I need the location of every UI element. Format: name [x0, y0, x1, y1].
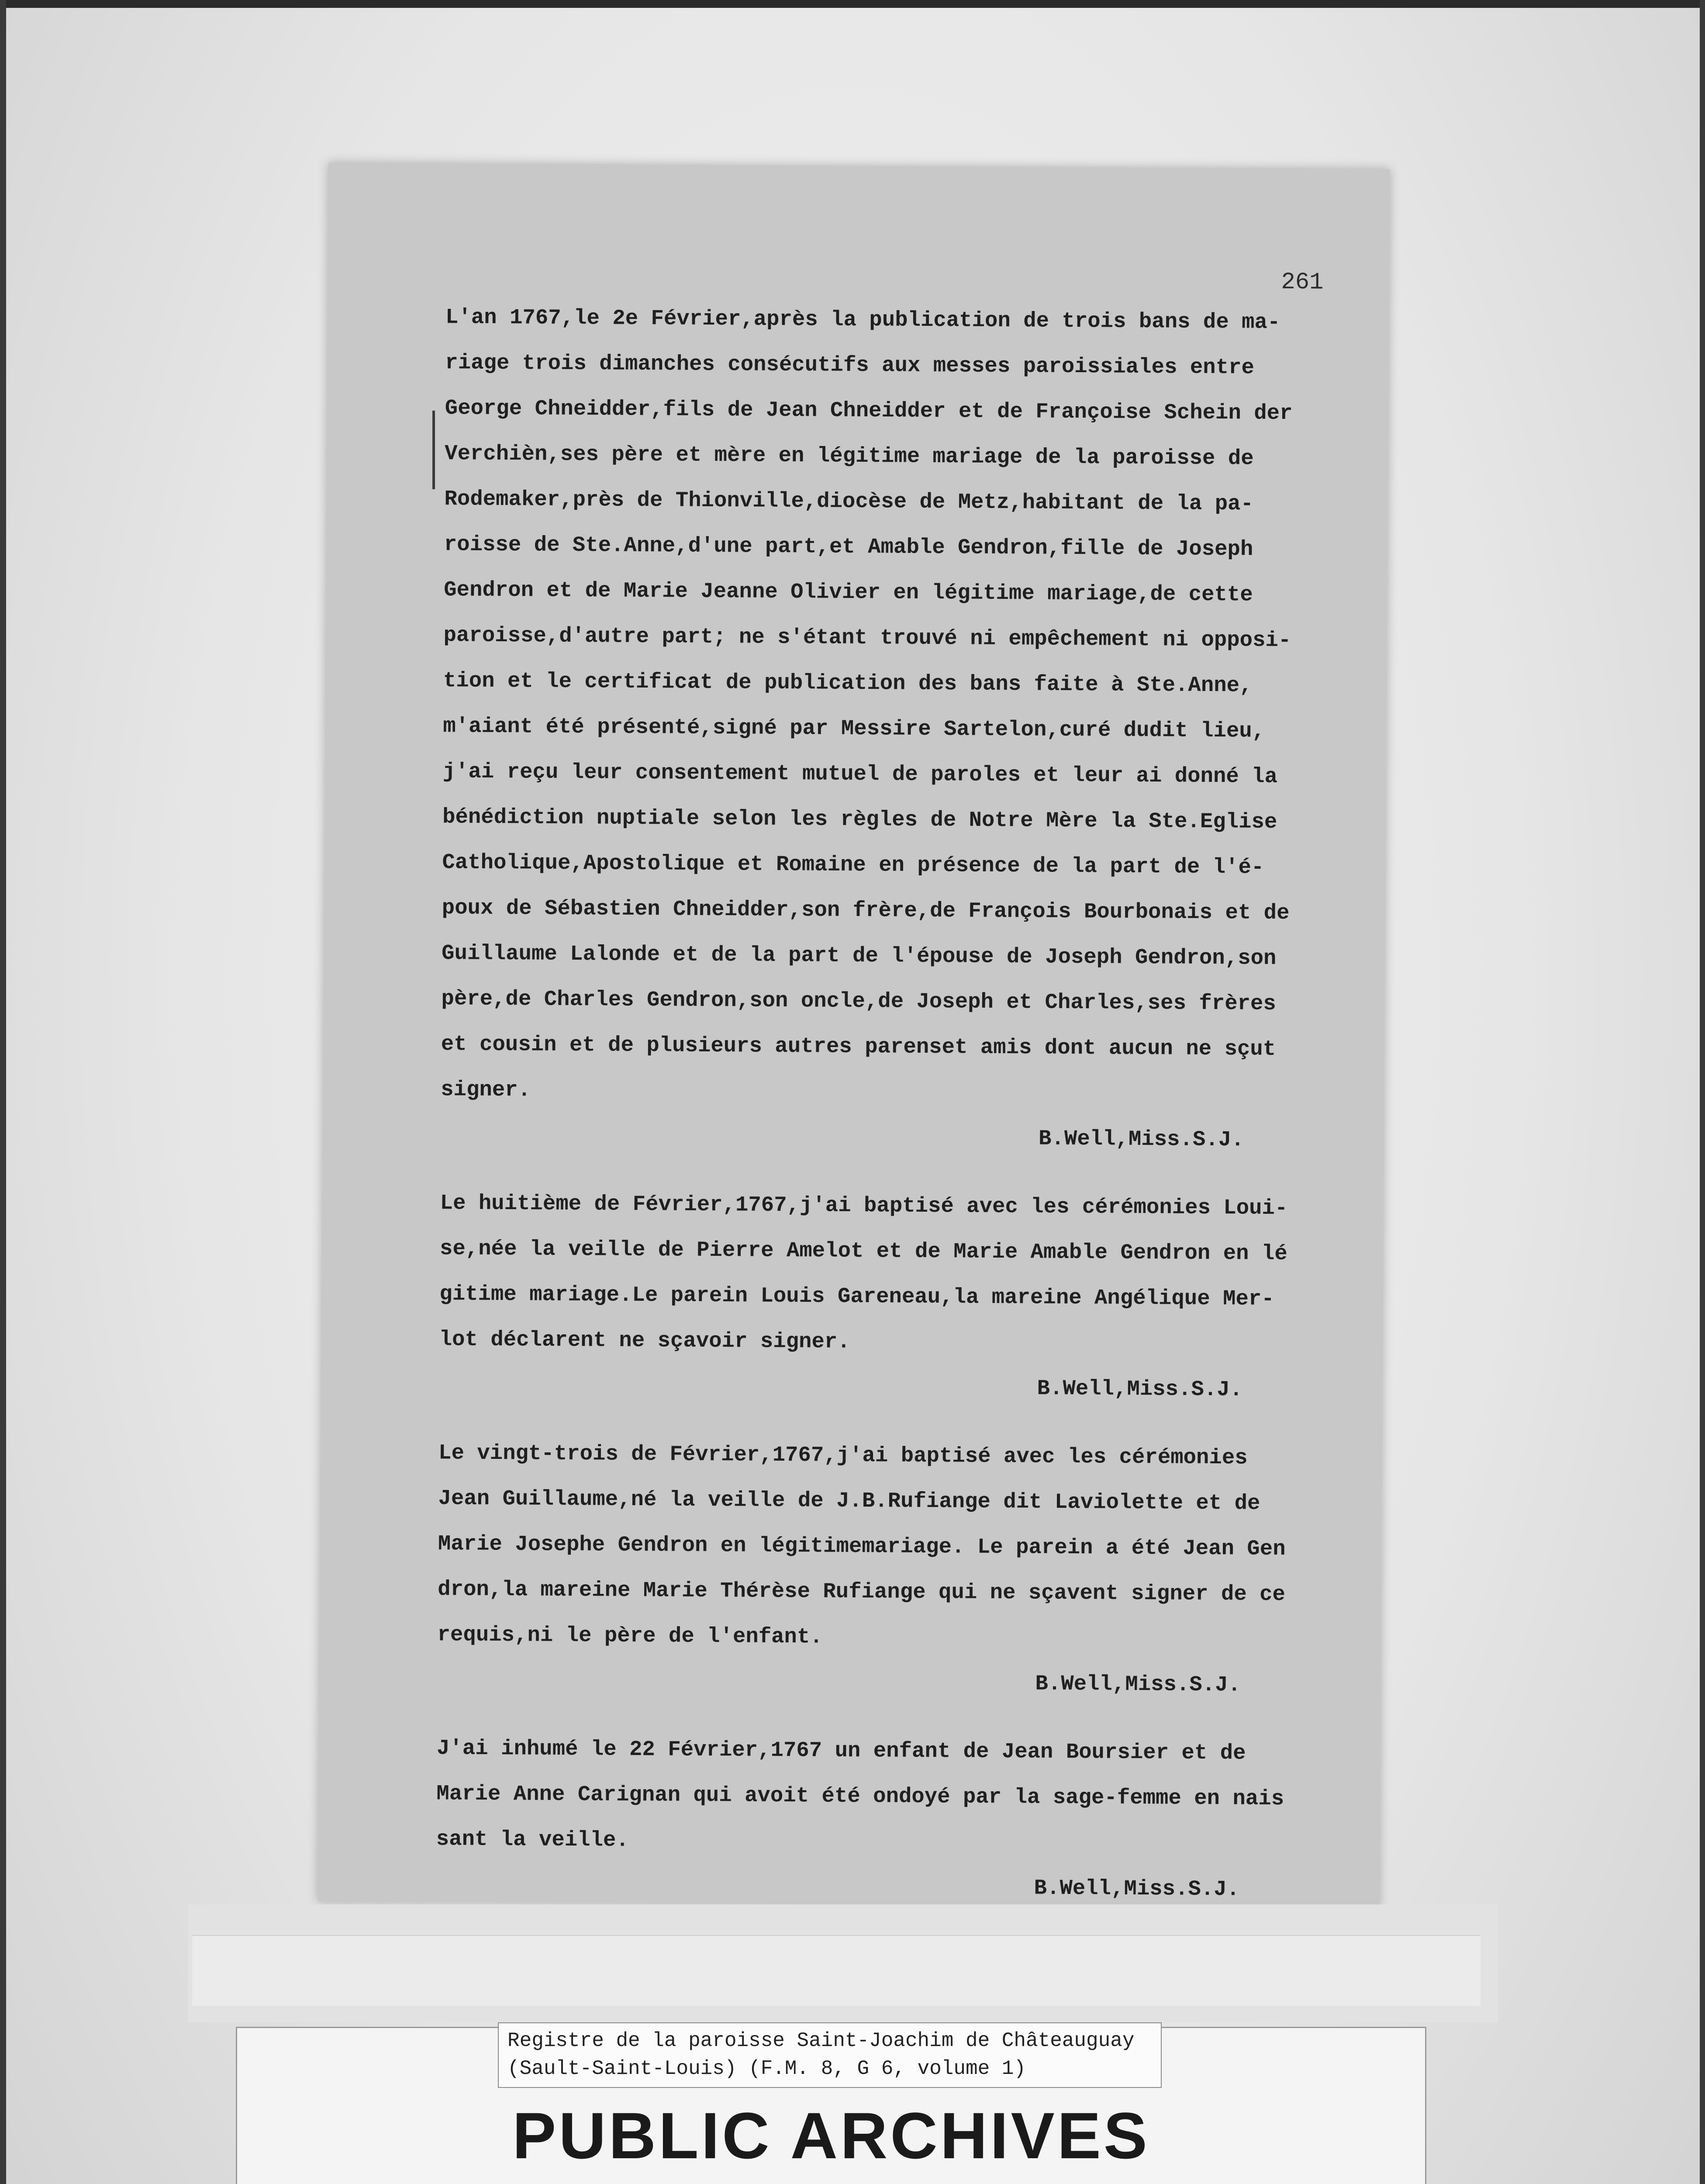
mount-strip-inner: [192, 1935, 1481, 2006]
entry-text-line: m'aiant été présenté,signé par Messire Sartelon,curé dudit lieu,: [443, 714, 1265, 743]
catalog-slip-line-1: Registre de la paroisse Saint-Joachim de Châteauguay: [507, 2029, 1135, 2052]
entry-text-line: Jean Guillaume,né la veille de J.B.Rufiange dit Laviolette et de: [438, 1486, 1260, 1516]
catalog-slip: [498, 2022, 1162, 2088]
entry-text-line: Verchièn,ses père et mère en légitime mariage de la paroisse de: [444, 441, 1254, 471]
entry-text-line: George Chneidder,fils de Jean Chneidder et de Françoise Schein der: [445, 396, 1293, 426]
entry-text-line: se,née la veille de Pierre Amelot et de Marie Amable Gendron en lé: [439, 1236, 1287, 1266]
entry-text-line: sant la veille.: [436, 1827, 629, 1852]
register-entry: [437, 1430, 1338, 1731]
register-page: [318, 163, 1390, 1908]
entry-signature: B.Well,Miss.S.J.: [1035, 1671, 1241, 1697]
register-entry: [436, 1725, 1337, 1913]
register-entry: [438, 1180, 1339, 1436]
film-border-left: [0, 0, 6, 2184]
entry-text-line: Marie Anne Carignan qui avoit été ondoyé par la sage-femme en nais: [436, 1781, 1284, 1811]
entry-text-line: signer.: [441, 1077, 531, 1102]
entry-text-line: père,de Charles Gendron,son oncle,de Joseph et Charles,ses frères: [441, 986, 1276, 1016]
entry-text-line: Le vingt-trois de Février,1767,j'ai baptisé avec les cérémonies: [438, 1441, 1248, 1470]
entry-text-line: riage trois dimanches consécutifs aux messes paroissiales entre: [445, 350, 1255, 380]
register-entry: [440, 294, 1345, 1186]
entry-text-line: J'ai inhumé le 22 Février,1767 un enfant de Jean Boursier et de: [436, 1736, 1246, 1766]
entry-text-line: gitime mariage.Le parein Louis Gareneau,la mareine Angélique Mer-: [439, 1282, 1274, 1311]
entry-text-line: Gendron et de Marie Jeanne Olivier en légitime mariage,de cette: [444, 577, 1253, 607]
entry-text-line: j'ai reçu leur consentement mutuel de paroles et leur ai donné la: [442, 759, 1278, 789]
entry-signature: B.Well,Miss.S.J.: [1034, 1876, 1240, 1902]
entry-text-line: dron,la mareine Marie Thérèse Rufiange qui ne sçavent signer de ce: [438, 1577, 1286, 1607]
entry-text-line: bénédiction nuptiale selon les règles de Notre Mère la Ste.Eglise: [442, 805, 1277, 834]
entry-signature: B.Well,Miss.S.J.: [1037, 1376, 1243, 1402]
entry-text-line: paroisse,d'autre part; ne s'étant trouvé ni empêchement ni opposi-: [443, 623, 1291, 653]
catalog-slip-line-2: (Sault-Saint-Louis) (F.M. 8, G 6, volume 1): [507, 2057, 1026, 2080]
entry-text-line: lot déclarent ne sçavoir signer.: [439, 1327, 850, 1354]
film-border-top: [0, 0, 1705, 8]
entry-text-line: et cousin et de plusieurs autres parenset amis dont aucun ne sçut: [441, 1032, 1276, 1061]
page-number: 261: [1281, 269, 1324, 296]
register-entries: [436, 294, 1346, 1913]
entry-text-line: Marie Josephe Gendron en légitimemariage. Le parein a été Jean Gen: [438, 1531, 1286, 1562]
entry-text-line: roisse de Ste.Anne,d'une part,et Amable Gendron,fille de Joseph: [444, 532, 1253, 562]
entry-text-line: Guillaume Lalonde et de la part de l'épouse de Joseph Gendron,son: [441, 941, 1277, 971]
entry-text-line: Le huitième de Février,1767,j'ai baptisé avec les cérémonies Loui-: [440, 1191, 1288, 1221]
entry-text-line: tion et le certificat de publication des bans faite à Ste.Anne,: [443, 668, 1253, 698]
entry-text-line: Rodemaker,près de Thionville,diocèse de Metz,habitant de la pa-: [444, 487, 1254, 516]
entry-text-line: requis,ni le père de l'enfant.: [437, 1622, 823, 1649]
entry-text-line: Catholique,Apostolique et Romaine en présence de la part de l'é-: [442, 850, 1264, 880]
entry-text-line: L'an 1767,le 2e Février,après la publication de trois bans de ma-: [445, 305, 1280, 335]
entry-signature: B.Well,Miss.S.J.: [1038, 1126, 1244, 1152]
archives-title-english: PUBLIC ARCHIVES: [512, 2099, 1150, 2172]
entry-text-line: poux de Sébastien Chneidder,son frère,de François Bourbonais et de: [442, 895, 1290, 926]
film-border-right: [1700, 0, 1705, 2184]
margin-pencil-mark: [432, 411, 435, 489]
